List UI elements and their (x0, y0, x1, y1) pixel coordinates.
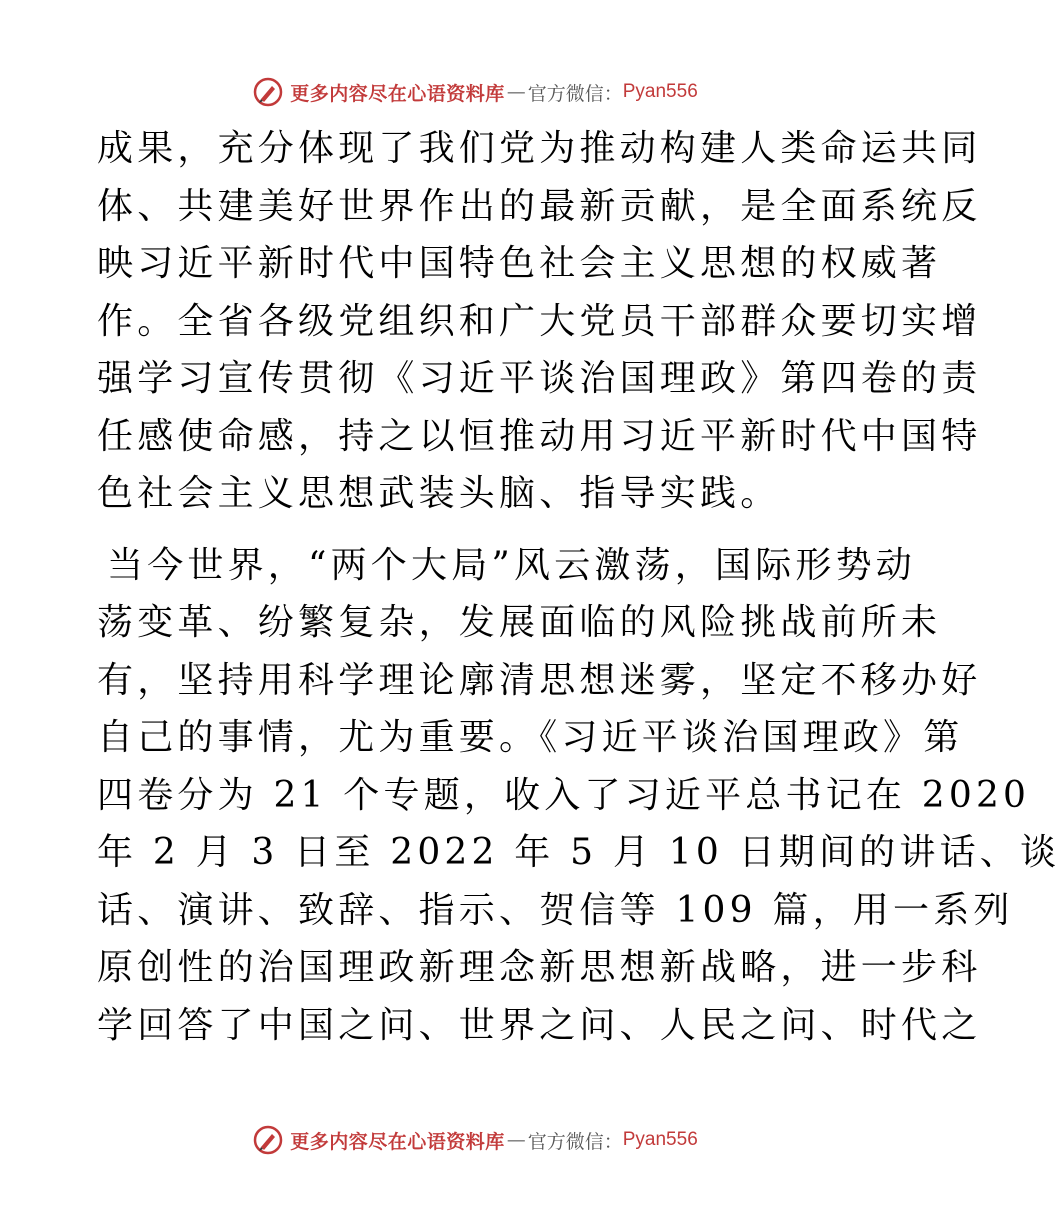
text-line: 成果，充分体现了我们党为推动构建人类命运共同 (97, 128, 982, 169)
watermark-wechat-id: Pyan556 (622, 81, 698, 102)
text-line: 四卷分为 21 个专题，收入了习近平总书记在 2020 (97, 774, 1031, 816)
watermark-main-text: 更多内容尽在心语资料库 (290, 1130, 505, 1153)
text-line: 当今世界，“两个大局”风云激荡，国际形势动 (107, 544, 917, 586)
text-line: 体、共建美好世界作出的最新贡献，是全面系统反 (97, 185, 982, 227)
header-watermark (0, 72, 950, 112)
text-line: 色社会主义思想武装头脑、指导实践。 (97, 473, 781, 514)
text-line: 自己的事情，尤为重要。《习近平谈治国理政》第 (97, 717, 964, 758)
text-line: 荡变革、纷繁复杂，发展面临的风险挑战前所未 (97, 602, 942, 643)
text-line: 学回答了中国之问、世界之问、人民之问、时代之 (97, 1004, 982, 1046)
text-line: 任感使命感，持之以恒推动用习近平新时代中国特 (97, 415, 982, 457)
text-line: 有，坚持用科学理论廓清思想迷雾，坚定不移办好 (97, 659, 982, 701)
text-line: 作。全省各级党组织和广大党员干部群众要切实增 (97, 300, 982, 342)
pen-logo-icon (252, 1124, 284, 1156)
watermark-separator: — (506, 81, 526, 103)
watermark-wechat-id: Pyan556 (622, 1129, 698, 1150)
watermark-main-text: 更多内容尽在心语资料库 (290, 82, 505, 105)
text-line: 映习近平新时代中国特色社会主义思想的权威著 (97, 243, 942, 284)
watermark-separator: — (506, 1129, 526, 1151)
pen-logo-icon (252, 76, 284, 108)
text-line: 年 2 月 3 日至 2022 年 5 月 10 日期间的讲话、谈 (97, 832, 1060, 873)
text-line: 话、演讲、致辞、指示、贺信等 109 篇，用一系列 (97, 889, 1014, 931)
document-body (97, 120, 1060, 1054)
text-line: 原创性的治国理政新理念新思想新战略，进一步科 (97, 947, 982, 988)
watermark-wechat-label: 官方微信： (527, 1130, 623, 1153)
watermark-wechat-label: 官方微信： (527, 82, 623, 105)
text-line: 强学习宣传贯彻《习近平谈治国理政》第四卷的责 (97, 358, 982, 399)
footer-watermark (0, 1120, 950, 1160)
